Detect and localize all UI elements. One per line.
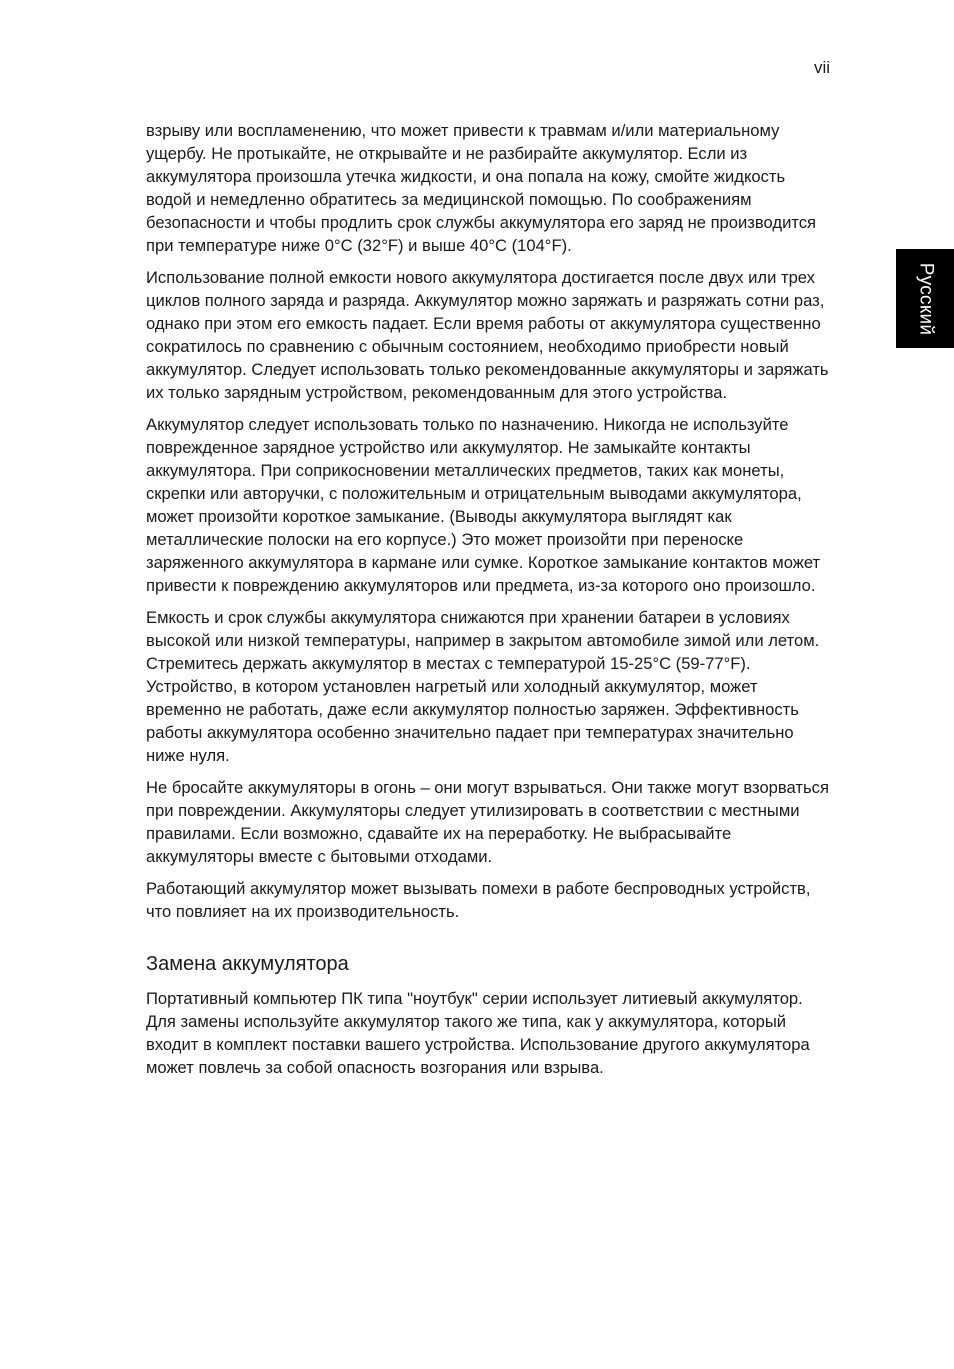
language-tab (896, 249, 954, 348)
page-number: vii (813, 58, 830, 77)
paragraph-battery-temperature: Емкость и срок службы аккумулятора снижаются при хранении батареи в условиях высокой или низкой температуры, например в закрытом автомобиле зимой или летом. Стремитесь держать аккумулятор в местах с температурой 15-25°C (59-77°F). Устройство, в котором установлен нагретый или холодный аккумулятор, может временно не работать, даже если аккумулятор полностью заряжен. Эффективность работы аккумулятора особенно значительно падает при температурах значительно ниже нуля. (146, 608, 820, 765)
paragraph-battery-usage: Аккумулятор следует использовать только по назначению. Никогда не используйте поврежденное зарядное устройство или аккумулятор. Не замыкайте контакты аккумулятора. При соприкосновении металлических предметов, таких как монеты, скрепки или авторучки, с положительным и отрицательным выводами аккумулятора, может произойти короткое замыкание. (Выводы аккумулятора выглядят как металлические полоски на его корпусе.) Это может произойти при переноске заряженного аккумулятора в кармане или сумке. Короткое замыкание контактов может привести к повреждению аккумуляторов или предмета, из-за которого оно произошло. (146, 415, 821, 595)
page-content (146, 119, 832, 1088)
paragraph-battery-replacement: Портативный компьютер ПК типа "ноутбук" серии использует литиевый аккумулятор. Для замены используйте аккумулятор такого же типа, как у аккумулятора, который входит в комплект поставки вашего устройства. Использование другого аккумулятора может повлечь за собой опасность возгорания или взрыва. (146, 989, 810, 1077)
section-heading-battery-replacement: Замена аккумулятора (146, 953, 349, 975)
language-tab-label: Русский (915, 262, 937, 335)
paragraph-battery-disposal: Не бросайте аккумуляторы в огонь – они могут взрываться. Они также могут взорваться при повреждении. Аккумуляторы следует утилизировать в соответствии с местными правилами. Если возможно, сдавайте их на переработку. Не выбрасывайте аккумуляторы вместе с бытовыми отходами. (146, 778, 829, 866)
paragraph-battery-capacity: Использование полной емкости нового аккумулятора достигается после двух или трех циклов полного заряда и разряда. Аккумулятор можно заряжать и разряжать сотни раз, однако при этом его емкость падает. Если время работы от аккумулятора существенно сократилось по сравнению с обычным состоянием, необходимо приобрести новый аккумулятор. Следует использовать только рекомендованные аккумуляторы и заряжать их только зарядным устройством, рекомендованным для этого устройства. (146, 268, 829, 402)
paragraph-battery-safety: взрыву или воспламенению, что может привести к травмам и/или материальному ущербу. Не протыкайте, не открывайте и не разбирайте аккумулятор. Если из аккумулятора произошла утечка жидкости, и она попала на кожу, смойте жидкость водой и немедленно обратитесь за медицинской помощью. По соображениям безопасности и чтобы продлить срок службы аккумулятора его заряд не производится при температуре ниже 0°C (32°F) и выше 40°C (104°F). (146, 121, 817, 255)
paragraph-battery-interference: Работающий аккумулятор может вызывать помехи в работе беспроводных устройств, что повлияет на их производительность. (146, 879, 811, 921)
